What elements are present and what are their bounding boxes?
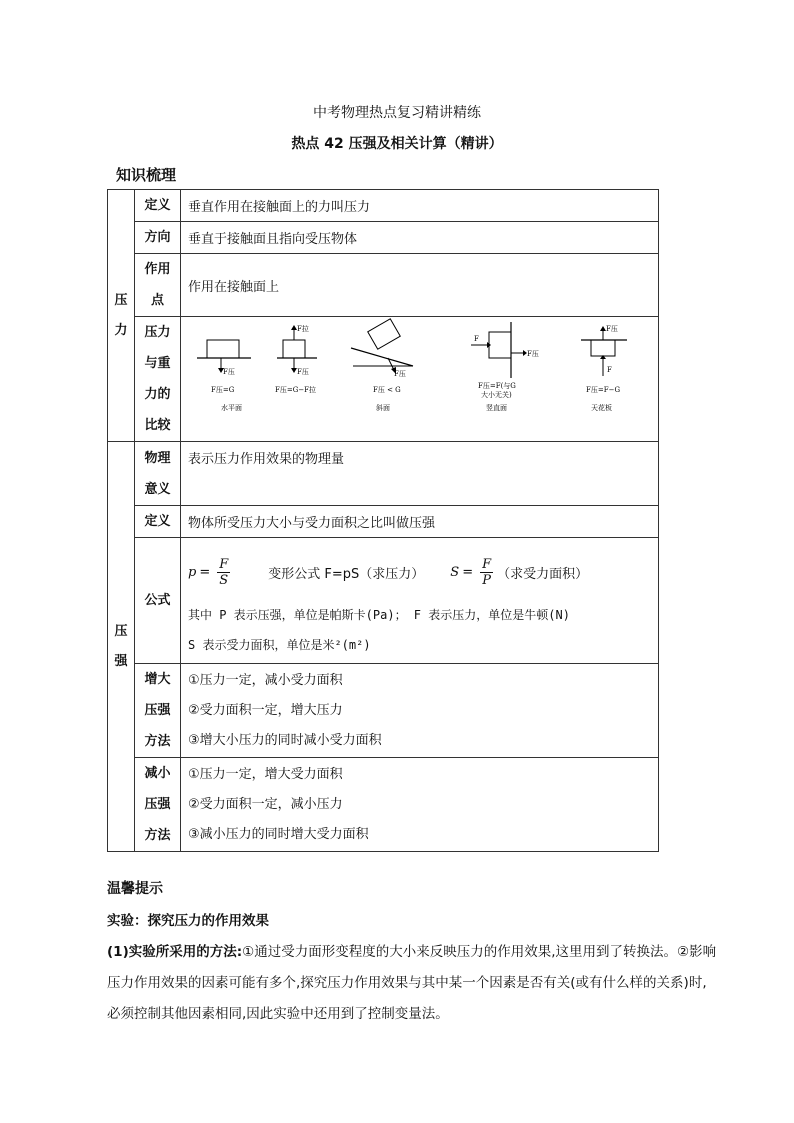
row-label: 压力与重力的比较 [135, 317, 181, 442]
formula-note-2: S 表示受力面积，单位是米²(m²) [188, 637, 371, 652]
method-item: ③减小压力的同时增大受力面积 [188, 826, 369, 842]
force-label: F拉 [297, 325, 309, 333]
paragraph-body: ①通过受力面形变程度的大小来反映压力的作用效果,这里用到了转换法。②影响压力作用效果的因素可能有多个,探究压力作用效果与其中某一个因素是否有关(或有什么样的关系)时,必须控制其他因素相同,因此实验中还用到了控制变量法。 [107, 944, 717, 1022]
diagram-caption: 斜面 [376, 404, 390, 412]
equals-sign: = [199, 565, 211, 580]
symbol-s: S [450, 565, 460, 580]
diagram-horizontal [197, 340, 251, 412]
row-content: 垂直于接触面且指向受压物体 [181, 222, 659, 254]
method-item: ②受力面积一定，增大压力 [188, 702, 343, 718]
force-label: F [474, 335, 479, 343]
row-label: 公式 [135, 538, 181, 664]
row-content: 物体所受压力大小与受力面积之比叫做压强 [181, 506, 659, 538]
diagram-pull [275, 324, 317, 394]
paragraph-lead: (1)实验所采用的方法: [107, 944, 243, 960]
force-label: F压 [223, 368, 235, 376]
force-diagrams-figure [181, 318, 657, 440]
document-subtitle: 热点 42 压强及相关计算（精讲） [291, 136, 503, 152]
diagram-ceiling [581, 325, 627, 412]
fraction-f-over-p: $\frac{F}{P}$ [482, 557, 492, 588]
diagram-slope [351, 319, 413, 412]
diagram-formula-2: 大小无关) [481, 391, 512, 399]
row-content: 垂直作用在接触面上的力叫压力 [181, 190, 659, 222]
formula-line [188, 542, 658, 600]
diagram-wall [471, 322, 539, 412]
formula-note-1: 其中 P 表示压强，单位是帕斯卡(Pa)； F 表示压力，单位是牛顿(N) [188, 607, 570, 622]
experiment-heading: 实验：探究压力的作用效果 [107, 913, 269, 929]
diagram-caption: 天花板 [591, 404, 612, 412]
row-label: 定义 [135, 190, 181, 222]
force-label: F [607, 366, 612, 374]
force-label: F压 [394, 370, 406, 378]
method-item: ②受力面积一定，减小压力 [188, 796, 343, 812]
equals-sign: = [462, 565, 474, 580]
group-intensity-label: 压强 [108, 442, 135, 852]
force-label: F压 [606, 325, 618, 333]
variant-formula-text: 变形公式 F=pS（求压力） [268, 567, 425, 582]
diagram-formula: F压=G [211, 386, 235, 394]
diagram-formula: F压=G−F拉 [275, 386, 317, 394]
diagram-formula: F压=F(与G [478, 382, 516, 390]
knowledge-table [107, 189, 659, 852]
force-comparison-diagrams [181, 317, 659, 442]
row-label: 定义 [135, 506, 181, 538]
row-label: 减小压强方法 [135, 758, 181, 852]
decrease-methods [181, 758, 659, 852]
increase-methods [181, 664, 659, 758]
fraction-f-over-s: $\frac{F}{S}$ [219, 557, 229, 588]
document-title: 中考物理热点复习精讲精练 [313, 105, 481, 121]
row-content: 表示压力作用效果的物理量 [181, 442, 659, 506]
group-pressure-label: 压力 [108, 190, 135, 442]
row-content: 作用在接触面上 [181, 254, 659, 317]
section-heading: 知识梳理 [116, 166, 177, 184]
row-label: 作用点 [135, 254, 181, 317]
method-paragraph [107, 937, 717, 1030]
symbol-p: p [188, 565, 197, 580]
formula-cell [181, 538, 659, 664]
method-item: ①压力一定，减小受力面积 [188, 672, 343, 688]
diagram-caption: 竖直面 [486, 404, 507, 412]
tips-heading: 温馨提示 [107, 881, 163, 897]
force-label: F压 [527, 350, 539, 358]
variant2-text: （求受力面积） [497, 567, 589, 582]
force-label: F压 [297, 368, 309, 376]
method-item: ③增大小压力的同时减小受力面积 [188, 732, 382, 748]
row-label: 增大压强方法 [135, 664, 181, 758]
diagram-formula: F压=F−G [586, 386, 621, 394]
diagram-formula: F压 < G [373, 386, 401, 394]
diagram-caption: 水平面 [221, 404, 242, 412]
row-label: 物理意义 [135, 442, 181, 506]
method-item: ①压力一定，增大受力面积 [188, 766, 343, 782]
row-label: 方向 [135, 222, 181, 254]
